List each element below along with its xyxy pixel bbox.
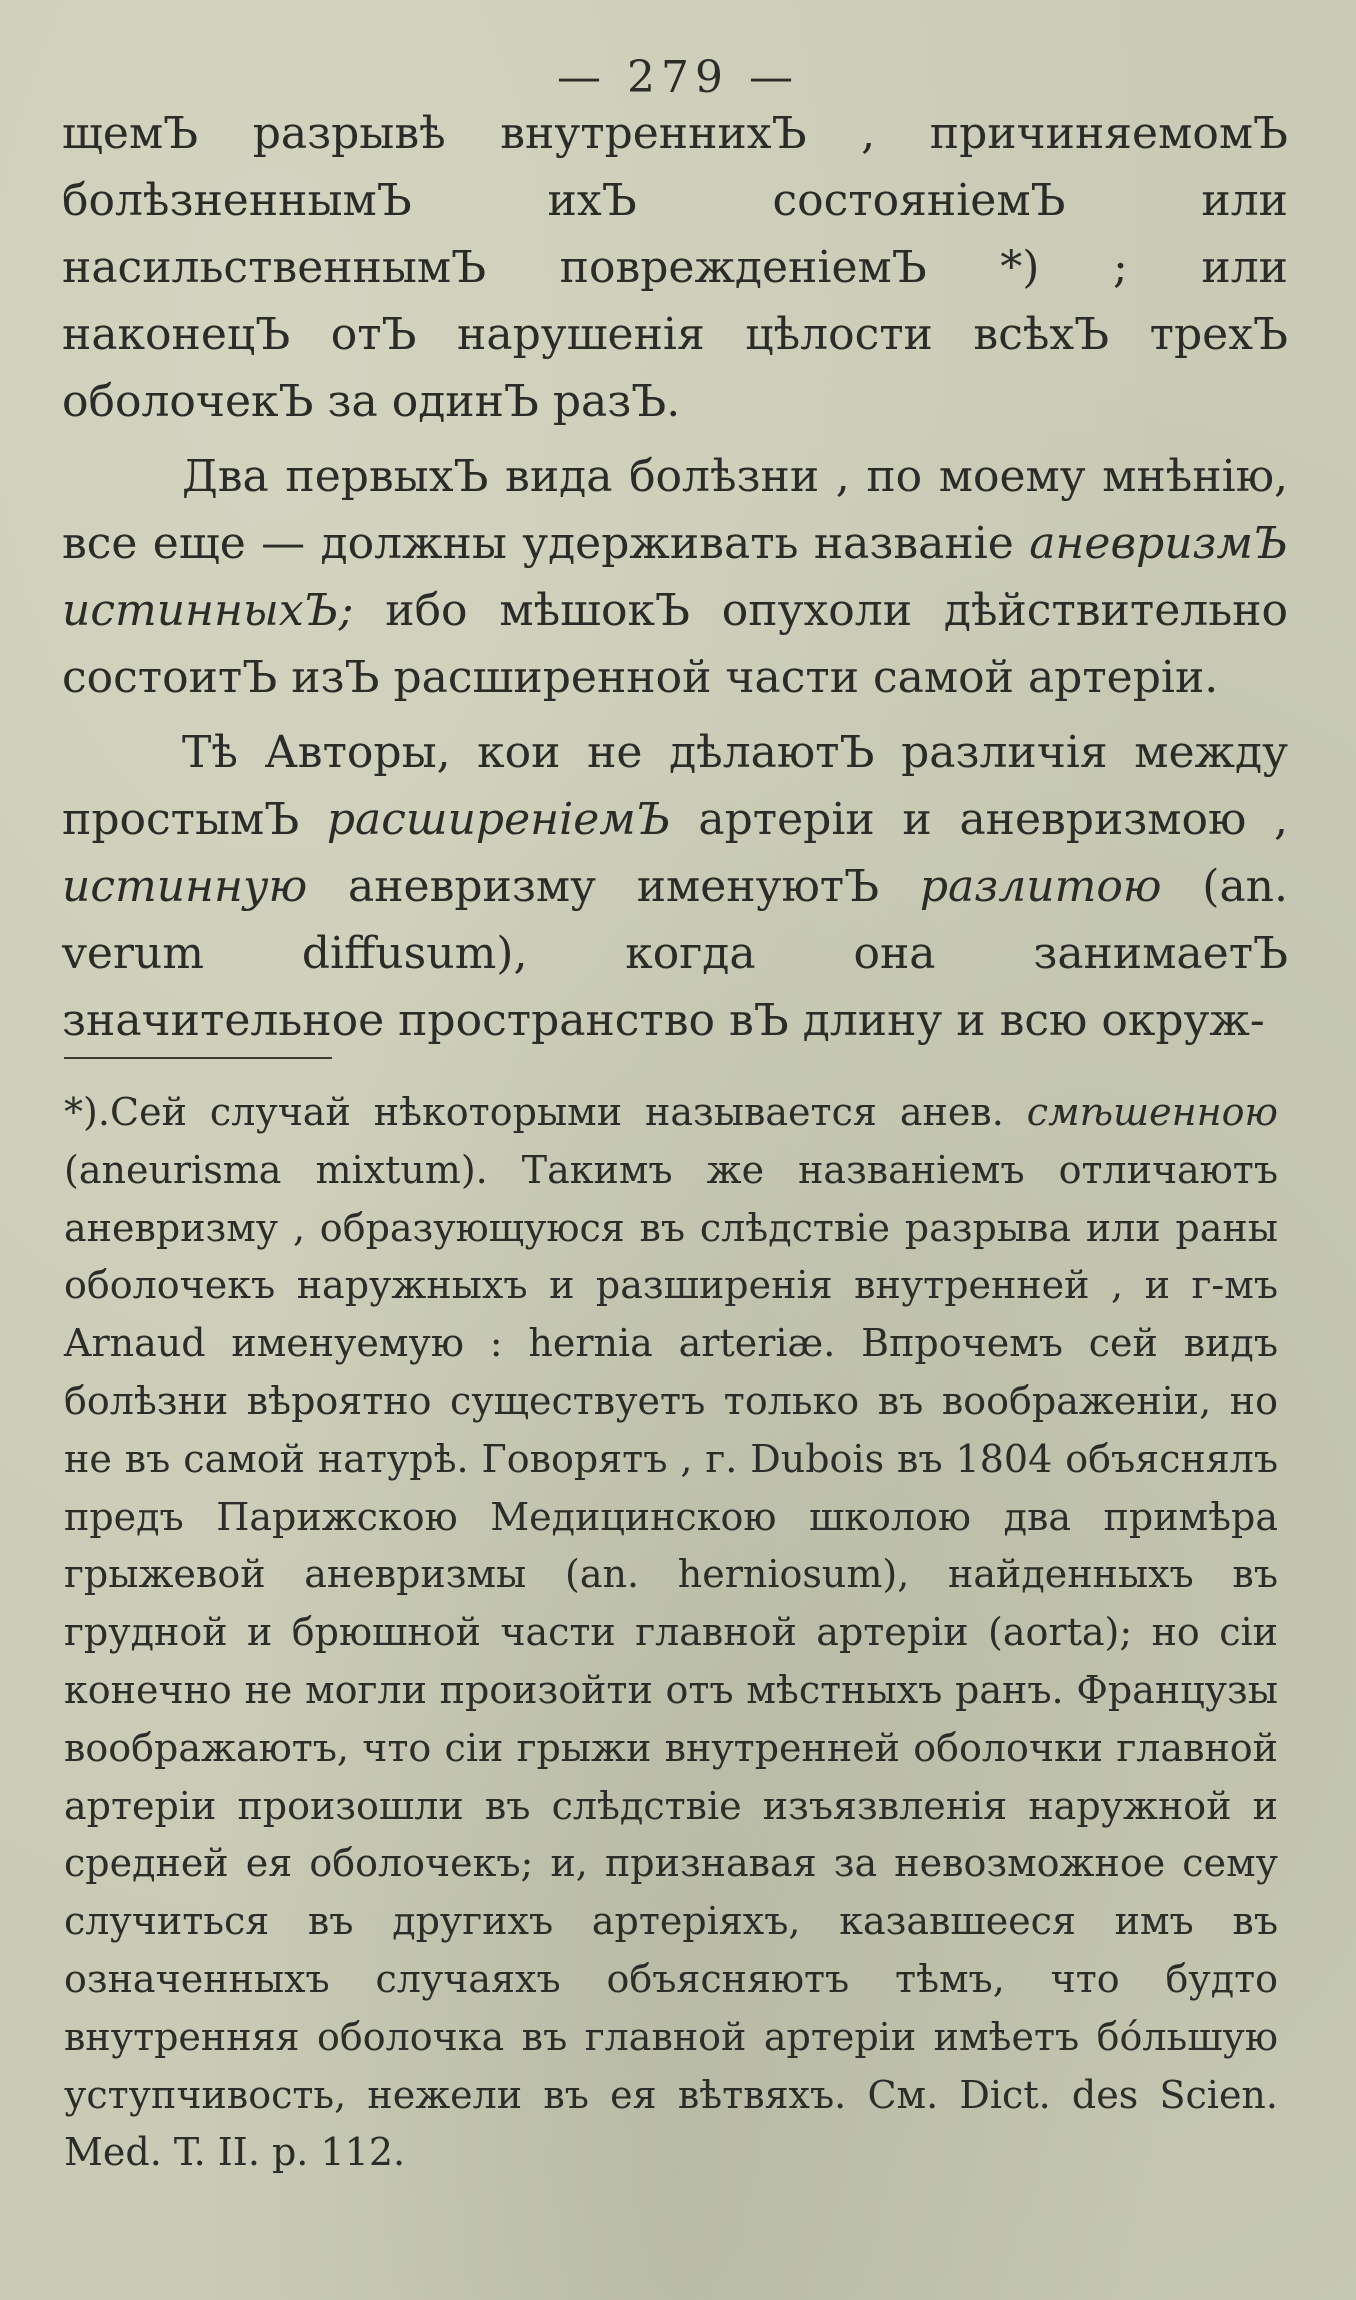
paragraph-3-italic-3: разлитою: [919, 861, 1162, 912]
paragraph-3-text-d: (an. verum diffusum), когда она занимаетЪ значительное пространство вЪ длину и всю окруж-: [62, 861, 1288, 1046]
paragraph-2: [62, 443, 1288, 711]
paragraph-3-italic-2: истинную: [62, 861, 308, 912]
paragraph-3: [62, 719, 1288, 1054]
paragraph-3-text-b: артеріи и аневризмою ,: [670, 794, 1289, 845]
paragraph-2-text-b: ибо мѣшокЪ опухоли дѣйствительно состоитЪ изЪ расширенной части самой артеріи.: [62, 585, 1288, 703]
footnote: [64, 1084, 1278, 2182]
paragraph-2-italic: аневризмЪ истинныхЪ;: [62, 518, 1288, 636]
main-text: [62, 100, 1288, 1062]
paragraph-3-text-a: Тѣ Авторы, кои не дѣлаютЪ различія между простымЪ: [62, 727, 1288, 845]
page-number: — 279 —: [557, 52, 799, 103]
footnote-marker: *).: [64, 1090, 110, 1134]
footnote-text-b: (aneurisma mixtum). Такимъ же названіемъ отличаютъ аневризму , образующуюся въ слѣдствіе разрыва или раны оболочекъ наружныхъ и разширенія внутренней , и г-мъ Arnaud именуемую : hernia arteriæ. Впрочемъ сей видъ болѣзни вѣроятно существуетъ только въ воображеніи, но не въ самой натурѣ. Говорятъ , г. Dubois въ 1804 объяснялъ предъ Парижскою Медицинскою школою два примѣра грыжевой аневризмы (an. herniosum), найденныхъ въ грудной и брюшной части главной артеріи (aorta); но сіи конечно не могли произойти отъ мѣстныхъ ранъ. Французы воображаютъ, что сіи грыжи внутренней оболочки главной артеріи произошли въ слѣдствіе изъязвленія наружной и средней ея оболочекъ; и, признавая за невозможное сему случиться въ другихъ артеріяхъ, казавшееся имъ въ означенныхъ случаяхъ объясняютъ тѣмъ, что будто внутренняя оболочка въ главной артеріи имѣетъ бóльшую уступчивость, нежели въ ея вѣтвяхъ. См. Dict. des Scien. Med. T. II. p. 112.: [64, 1147, 1278, 2175]
footnote-italic: смѣшенною: [1026, 1090, 1278, 1134]
paragraph-1-text: щемЪ разрывѣ внутреннихЪ , причиняемомЪ болѣзненнымЪ ихЪ состояніемЪ или насильственнымЪ поврежденіемЪ *) ; или наконецЪ отЪ нарушенія цѣлости всѣхЪ трехЪ оболочекЪ за одинЪ разЪ.: [62, 108, 1288, 427]
paragraph-3-text-c: аневризму именуютЪ: [307, 861, 920, 912]
paragraph-2-text-a: Два первыхЪ вида болѣзни , по моему мнѣнію, все еще — должны удерживать названіе: [62, 451, 1288, 569]
paragraph-3-italic-1: расширеніемЪ: [326, 794, 671, 845]
footnote-text-a: Сей случай нѣкоторыми называется анев.: [110, 1090, 1027, 1134]
footnote-divider: [64, 1057, 332, 1059]
paragraph-1: [62, 100, 1288, 435]
